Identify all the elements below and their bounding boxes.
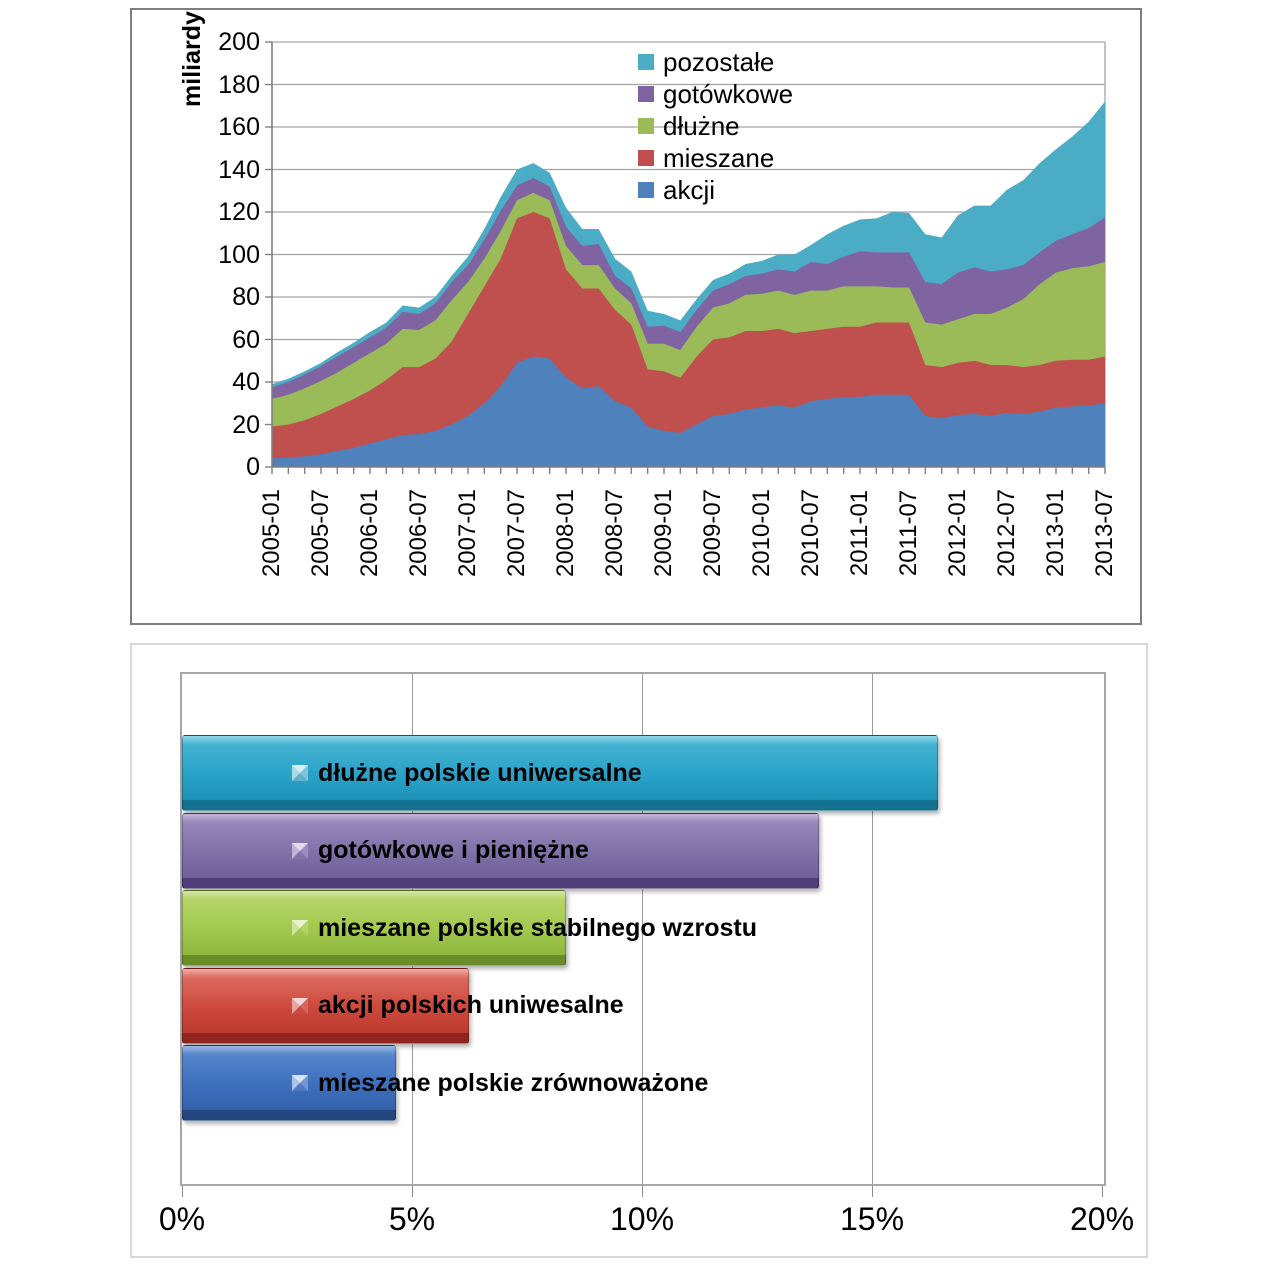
- x-tick-label: 2012-01: [944, 488, 971, 578]
- x-tick-label: 2012-07: [993, 488, 1020, 578]
- x-tick-label: 20%: [1069, 1201, 1135, 1237]
- legend: [638, 46, 793, 206]
- horizontal-bar-chart: [130, 643, 1148, 1258]
- x-tick: [642, 1186, 643, 1197]
- x-tick: [872, 1186, 873, 1197]
- legend-label: pozostałe: [663, 46, 775, 77]
- bar-label: mieszane polskie stabilnego wzrostu: [318, 913, 758, 942]
- bar-label: gotówkowe i pieniężne: [318, 836, 589, 864]
- x-tick-label: 10%: [609, 1201, 675, 1237]
- legend-swatch-icon: [638, 150, 654, 166]
- legend-swatch-icon: [638, 54, 654, 70]
- series-key-icon: [292, 998, 308, 1014]
- bar-label-row: [292, 813, 589, 889]
- bar-label: mieszane polskie zrównoważone: [318, 1068, 709, 1097]
- y-tick-label: 120: [218, 198, 260, 226]
- y-tick-label: 0: [246, 453, 260, 481]
- x-tick-label: 2011-07: [895, 489, 922, 577]
- x-tick-label: 2007-01: [454, 488, 481, 578]
- y-tick-label: 80: [232, 283, 260, 311]
- y-tick-label: 20: [232, 410, 260, 439]
- bar-label-row: [292, 968, 624, 1044]
- legend-item: [638, 110, 793, 142]
- y-tick-label: 100: [218, 240, 260, 269]
- bar-label-row: [292, 890, 757, 966]
- x-tick-label: 2013-01: [1042, 488, 1069, 578]
- legend-item: [638, 46, 793, 78]
- bar-plot-area: [180, 672, 1106, 1186]
- series-key-icon: [292, 843, 308, 859]
- bar-label-row: [292, 1045, 708, 1121]
- legend-item: [638, 174, 793, 206]
- x-tick-label: 2007-07: [503, 488, 530, 578]
- bar-label-row: [292, 735, 642, 811]
- y-tick-label: 200: [218, 28, 260, 56]
- x-tick-label: 2011-01: [846, 489, 873, 577]
- legend-swatch-icon: [638, 86, 654, 102]
- legend-item: [638, 142, 793, 174]
- x-tick-label: 2010-01: [748, 488, 775, 578]
- legend-label: mieszane: [663, 142, 775, 173]
- x-tick: [1102, 1186, 1103, 1197]
- y-axis-title: miliardy: [178, 11, 206, 107]
- bar-label: akcji polskich uniwesalne: [318, 991, 624, 1019]
- legend-swatch-icon: [638, 118, 654, 134]
- x-tick-label: 15%: [839, 1201, 905, 1237]
- legend-label: akcji: [663, 174, 716, 205]
- x-tick-label: 2013-07: [1091, 488, 1118, 578]
- y-tick-label: 40: [232, 368, 260, 396]
- legend-item: [638, 78, 793, 110]
- y-tick-label: 140: [218, 155, 260, 184]
- x-tick: [412, 1186, 413, 1197]
- y-tick-label: 160: [218, 113, 260, 141]
- x-tick-label: 2008-01: [552, 488, 579, 578]
- x-tick-label: 2006-01: [356, 488, 383, 578]
- y-tick-label: 60: [232, 325, 260, 354]
- bar-label: dłużne polskie uniwersalne: [318, 758, 642, 787]
- series-key-icon: [292, 765, 308, 781]
- x-tick-label: 2005-01: [258, 488, 285, 578]
- legend-label: dłużne: [663, 110, 740, 141]
- x-tick-label: 0%: [158, 1201, 206, 1237]
- x-tick: [182, 1186, 183, 1197]
- x-tick-label: 5%: [388, 1201, 436, 1237]
- x-tick-label: 2009-01: [650, 488, 677, 578]
- x-tick-label: 2008-07: [601, 488, 628, 578]
- x-tick-label: 2009-07: [699, 488, 726, 578]
- stacked-area-chart: [130, 8, 1142, 625]
- series-key-icon: [292, 1075, 308, 1091]
- legend-swatch-icon: [638, 182, 654, 198]
- x-tick-label: 2005-07: [307, 488, 334, 578]
- x-tick-label: 2006-07: [405, 488, 432, 578]
- x-tick-label: 2010-07: [797, 488, 824, 578]
- legend-label: gotówkowe: [663, 78, 794, 109]
- y-tick-label: 180: [218, 70, 260, 99]
- series-key-icon: [292, 920, 308, 936]
